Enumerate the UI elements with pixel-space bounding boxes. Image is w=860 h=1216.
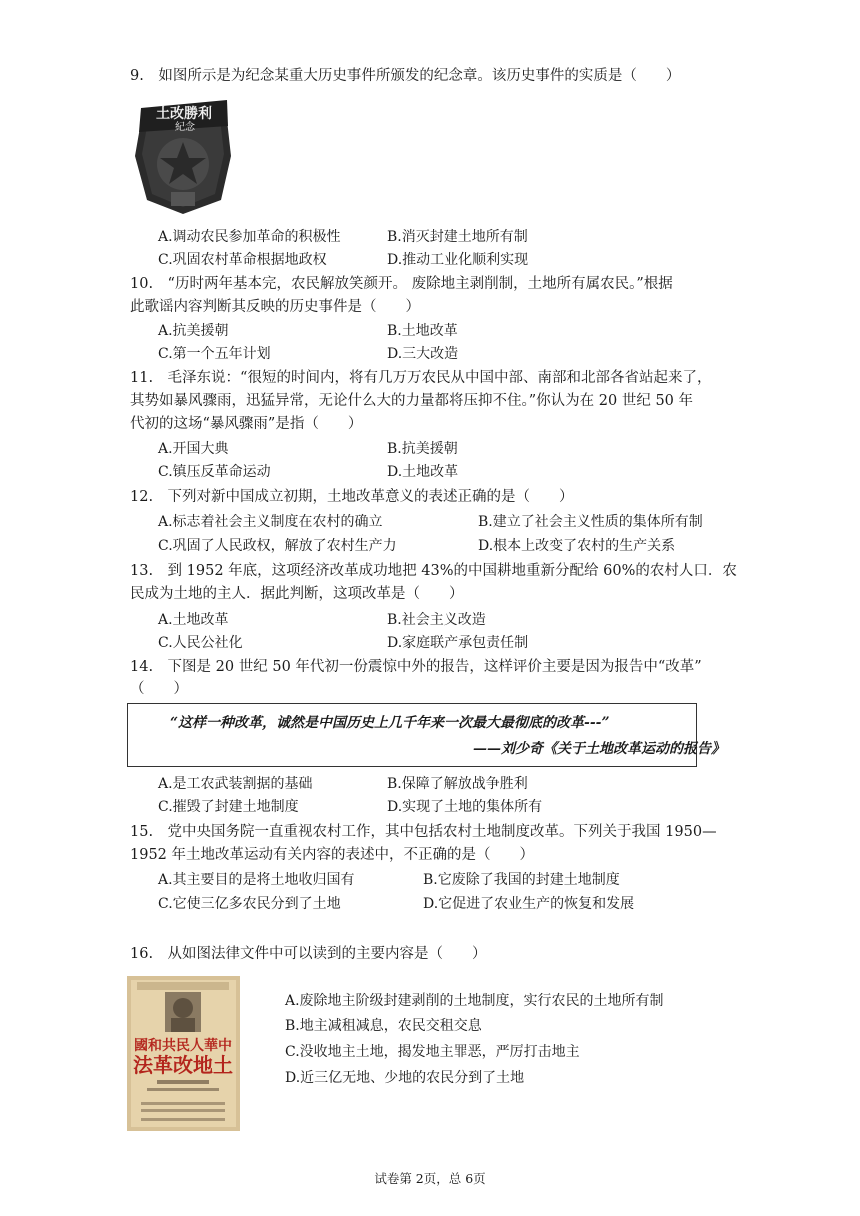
q12-option-c[interactable]: C.巩固了人民政权，解放了农村生产力 xyxy=(158,538,397,554)
q11-option-a[interactable]: A.开国大典 xyxy=(158,441,229,457)
question-15-stem-line2: 1952 年土地改革运动有关内容的表述中，不正确的是（ ） xyxy=(130,847,535,863)
question-12-stem: 12. 下列对新中国成立初期，土地改革意义的表述正确的是（ ） xyxy=(130,489,574,505)
question-13-stem-line1: 13. 到 1952 年底，这项经济改革成功地把 43%的中国耕地重新分配给 60%的农村人口．农 xyxy=(130,563,737,579)
q12-option-d[interactable]: D.根本上改变了农村的生产关系 xyxy=(478,538,676,554)
q13-option-d[interactable]: D.家庭联产承包责任制 xyxy=(387,635,529,651)
q10-option-a[interactable]: A.抗美援朝 xyxy=(158,323,229,339)
law-doc-title-line2: 法革改地土 xyxy=(133,1053,233,1077)
quote-text: “这样一种改革，诚然是中国历史上几千年来一次最大最彻底的改革---” xyxy=(170,715,610,731)
q10-option-c[interactable]: C.第一个五年计划 xyxy=(158,346,271,362)
q9-option-c[interactable]: C.巩固农村革命根据地政权 xyxy=(158,252,327,268)
q12-option-a[interactable]: A.标志着社会主义制度在农村的确立 xyxy=(158,514,383,530)
q13-option-b[interactable]: B.社会主义改造 xyxy=(387,612,486,628)
q9-option-a[interactable]: A.调动农民参加革命的积极性 xyxy=(158,229,341,245)
q11-option-b[interactable]: B.抗美援朝 xyxy=(387,441,458,457)
commemorative-medal-image xyxy=(131,96,237,218)
quote-box xyxy=(127,703,725,767)
question-13-stem-line2: 民成为土地的主人．据此判断，这项改革是（ ） xyxy=(130,586,464,602)
q15-option-a[interactable]: A.其主要目的是将土地收归国有 xyxy=(158,872,355,888)
q16-option-a[interactable]: A.废除地主阶级封建剥削的土地制度，实行农民的土地所有制 xyxy=(285,993,664,1009)
law-doc-title-line1: 國和共民人華中 xyxy=(134,1038,232,1054)
q14-option-b[interactable]: B.保障了解放战争胜利 xyxy=(387,776,528,792)
question-11-stem-line2: 其势如暴风骤雨，迅猛异常，无论什么大的力量都将压抑不住。”你认为在 20 世纪 50 年 xyxy=(130,393,693,409)
q16-option-d[interactable]: D.近三亿无地、少地的农民分到了土地 xyxy=(285,1070,525,1086)
question-9-stem: 9. 如图所示是为纪念某重大历史事件所颁发的纪念章。该历史事件的实质是（ ） xyxy=(130,68,681,84)
q15-option-c[interactable]: C.它使三亿多农民分到了土地 xyxy=(158,896,341,912)
question-14-stem-line2: （ ） xyxy=(130,681,188,697)
question-15-stem-line1: 15. 党中央国务院一直重视农村工作，其中包括农村土地制度改革。下列关于我国 1950— xyxy=(130,824,717,840)
land-reform-law-document-image xyxy=(127,976,240,1131)
question-10-stem-line1: 10. “历时两年基本完，农民解放笑颜开。 废除地主剥削制，土地所有属农民。”根据 xyxy=(130,276,673,292)
medal-text-bottom: 紀念 xyxy=(175,122,195,133)
medal-icon xyxy=(131,96,237,218)
q16-option-b[interactable]: B.地主减租减息，农民交租交息 xyxy=(285,1018,482,1034)
q13-option-c[interactable]: C.人民公社化 xyxy=(158,635,243,651)
q14-option-a[interactable]: A.是工农武装割据的基础 xyxy=(158,776,313,792)
q11-option-d[interactable]: D.土地改革 xyxy=(387,464,459,480)
question-10-stem-line2: 此歌谣内容判断其反映的历史事件是（ ） xyxy=(130,299,420,315)
quote-source: ——刘少奇《关于土地改革运动的报告》 xyxy=(473,741,725,757)
q10-option-d[interactable]: D.三大改造 xyxy=(387,346,459,362)
q9-option-d[interactable]: D.推动工业化顺利实现 xyxy=(387,252,529,268)
question-16-stem: 16. 从如图法律文件中可以读到的主要内容是（ ） xyxy=(130,946,487,962)
q15-option-b[interactable]: B.它废除了我国的封建土地制度 xyxy=(423,872,620,888)
q9-option-b[interactable]: B.消灭封建土地所有制 xyxy=(387,229,528,245)
q14-option-c[interactable]: C.摧毁了封建土地制度 xyxy=(158,799,299,815)
q15-option-d[interactable]: D.它促进了农业生产的恢复和发展 xyxy=(423,896,635,912)
q14-option-d[interactable]: D.实现了土地的集体所有 xyxy=(387,799,543,815)
q12-option-b[interactable]: B.建立了社会主义性质的集体所有制 xyxy=(478,514,703,530)
q11-option-c[interactable]: C.镇压反革命运动 xyxy=(158,464,271,480)
medal-text-top: 土改勝利 xyxy=(156,106,212,122)
q16-option-c[interactable]: C.没收地主土地，揭发地主罪恶，严厉打击地主 xyxy=(285,1044,580,1060)
q13-option-a[interactable]: A.土地改革 xyxy=(158,612,229,628)
page-footer: 试卷第 2页，总 6页 xyxy=(374,1171,486,1186)
law-document-icon xyxy=(127,976,240,1131)
question-11-stem-line3: 代初的这场“暴风骤雨”是指（ ） xyxy=(130,416,363,432)
question-11-stem-line1: 11. 毛泽东说：“很短的时间内，将有几万万农民从中国中部、南部和北部各省站起来了， xyxy=(130,370,712,386)
question-14-stem-line1: 14. 下图是 20 世纪 50 年代初一份震惊中外的报告，这样评价主要是因为报告中“改革” xyxy=(130,659,702,675)
q10-option-b[interactable]: B.土地改革 xyxy=(387,323,458,339)
